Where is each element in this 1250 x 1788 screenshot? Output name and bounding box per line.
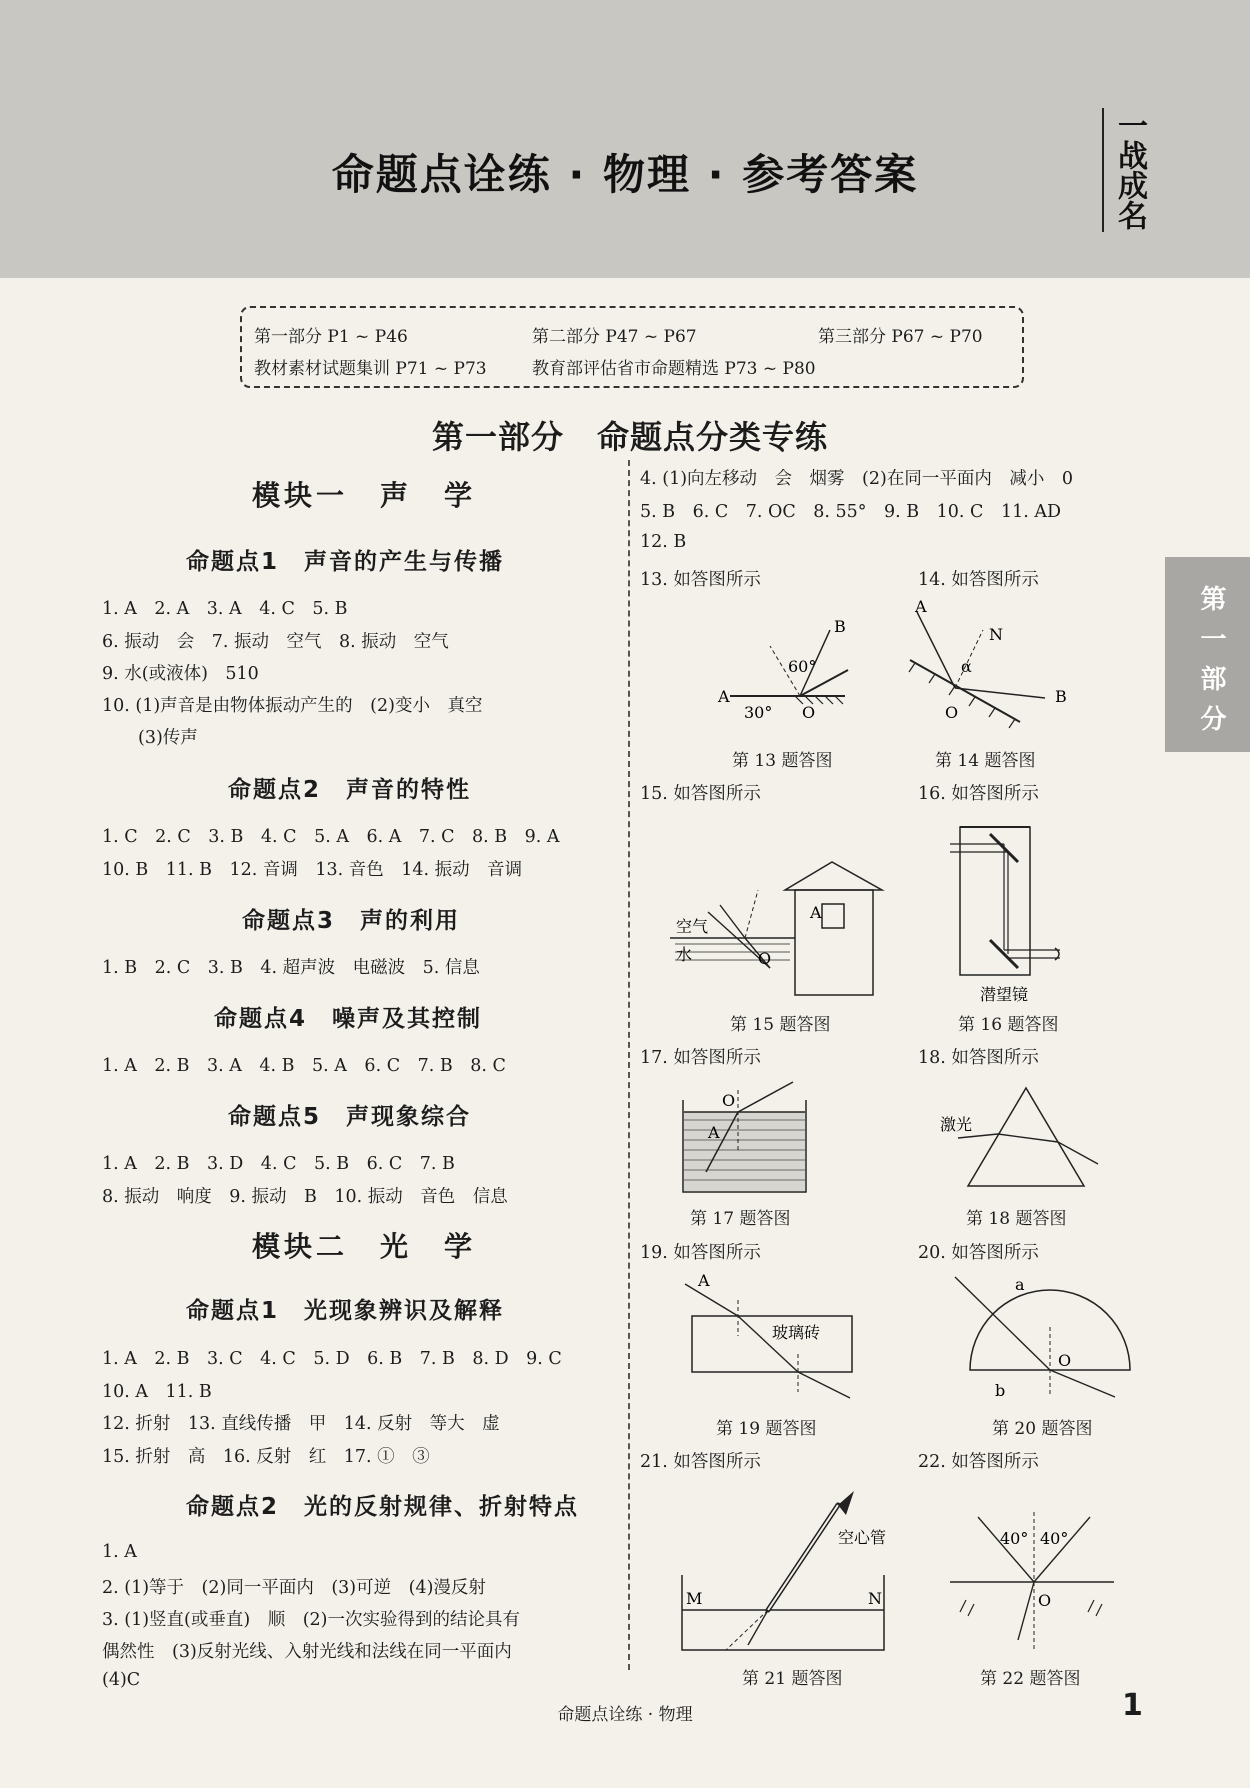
question-label: 15. 如答图所示	[640, 784, 761, 804]
answer-line: 10. A 11. B	[102, 1382, 212, 1402]
angle-40-right: 40°	[1040, 1529, 1069, 1548]
angle-60: 60°	[788, 657, 817, 676]
answer-line: 12. 折射 13. 直线传播 甲 14. 反射 等大 虚	[102, 1414, 500, 1434]
part-title: 第一部分 命题点分类专练	[431, 418, 828, 456]
label-periscope: 潜望镜	[980, 985, 1029, 1004]
label-O: O	[802, 703, 816, 722]
figure-caption: 第 20 题答图	[992, 1419, 1093, 1439]
question-label: 19. 如答图所示	[640, 1243, 761, 1263]
column-divider	[628, 460, 630, 1670]
answer-line: 1. C 2. C 3. B 4. C 5. A 6. A 7. C 8. B 9. A	[102, 827, 560, 847]
label-N: N	[868, 1589, 882, 1608]
figure-caption: 第 21 题答图	[742, 1669, 843, 1689]
label-O: O	[758, 949, 772, 968]
question-label: 14. 如答图所示	[918, 570, 1039, 590]
toc-item: 教育部评估省市命题精选 P73 ~ P80	[532, 359, 816, 379]
label-a: a	[1015, 1275, 1025, 1294]
question-label: 18. 如答图所示	[918, 1048, 1039, 1068]
answer-line: 10. B 11. B 12. 音调 13. 音色 14. 振动 音调	[102, 860, 523, 880]
side-tab	[1165, 557, 1250, 752]
label-O: O	[722, 1091, 736, 1110]
toc-item: 第二部分 P47 ~ P67	[532, 327, 697, 347]
answer-line: 偶然性 (3)反射光线、入射光线和法线在同一平面内	[102, 1642, 512, 1662]
figure-19	[680, 1270, 860, 1405]
answer-line: 8. 振动 响度 9. 振动 B 10. 振动 音色 信息	[102, 1187, 508, 1207]
answer-line: 5. B 6. C 7. OC 8. 55° 9. B 10. C 11. AD	[640, 502, 1062, 522]
figure-20	[955, 1272, 1135, 1402]
label-A: A	[718, 687, 730, 706]
figure-caption: 第 16 题答图	[958, 1015, 1059, 1035]
figure-caption: 第 19 题答图	[716, 1419, 817, 1439]
section-heading: 命题点2 光的反射规律、折射特点	[186, 1494, 580, 1520]
label-b: b	[995, 1381, 1006, 1400]
angle-30: 30°	[744, 703, 773, 722]
module-heading: 模块一 声 学	[252, 479, 477, 512]
answer-line: 2. (1)等于 (2)同一平面内 (3)可逆 (4)漫反射	[102, 1578, 486, 1598]
page-title: 命题点诠练 · 物理 · 参考答案	[331, 150, 919, 199]
label-tube: 空心管	[838, 1528, 887, 1547]
toc-item: 第三部分 P67 ~ P70	[818, 327, 983, 347]
figure-caption: 第 14 题答图	[935, 751, 1036, 771]
answer-line: 1. A	[102, 1542, 137, 1562]
answer-line: 1. A 2. B 3. C 4. C 5. D 6. B 7. B 8. D 9. C	[102, 1349, 562, 1369]
section-heading: 命题点3 声的利用	[242, 908, 461, 934]
section-heading: 命题点1 声音的产生与传播	[186, 549, 505, 575]
label-laser: 激光	[940, 1115, 973, 1134]
figure-caption: 第 18 题答图	[966, 1209, 1067, 1229]
question-label: 21. 如答图所示	[640, 1452, 761, 1472]
toc-box	[240, 306, 1024, 388]
answer-line: 9. 水(或液体) 510	[102, 664, 259, 684]
answer-line: (4)C	[102, 1670, 141, 1690]
figure-caption: 第 15 题答图	[730, 1015, 831, 1035]
label-A: A	[915, 597, 927, 616]
answer-line: 3. (1)竖直(或垂直) 顺 (2)一次实验得到的结论具有	[102, 1610, 520, 1630]
figure-14	[905, 597, 1075, 730]
footer-text: 命题点诠练 · 物理	[557, 1705, 693, 1725]
label-glass: 玻璃砖	[772, 1323, 821, 1342]
figure-18	[938, 1086, 1108, 1196]
toc-item: 第一部分 P1 ~ P46	[254, 327, 408, 347]
label-M: M	[686, 1589, 703, 1608]
answer-line: 1. A 2. B 3. A 4. B 5. A 6. C 7. B 8. C	[102, 1056, 506, 1076]
figure-caption: 第 13 题答图	[732, 751, 833, 771]
brand-logo: 一战成名	[1102, 108, 1154, 232]
label-A: A	[810, 903, 822, 922]
answer-line: (3)传声	[138, 728, 198, 748]
answer-line: 12. B	[640, 532, 687, 552]
angle-40-left: 40°	[1000, 1529, 1029, 1548]
question-label: 13. 如答图所示	[640, 570, 761, 590]
question-label: 17. 如答图所示	[640, 1048, 761, 1068]
question-label: 20. 如答图所示	[918, 1243, 1039, 1263]
figure-17	[678, 1080, 818, 1200]
answer-line: 4. (1)向左移动 会 烟雾 (2)在同一平面内 减小 0	[640, 469, 1073, 489]
label-A: A	[698, 1271, 710, 1290]
question-label: 16. 如答图所示	[918, 784, 1039, 804]
toc-item: 教材素材试题集训 P71 ~ P73	[254, 359, 487, 379]
section-heading: 命题点4 噪声及其控制	[214, 1006, 483, 1032]
label-B: B	[1055, 687, 1067, 706]
section-heading: 命题点5 声现象综合	[228, 1104, 472, 1130]
answer-line: 15. 折射 高 16. 反射 红 17. ① ③	[102, 1447, 430, 1467]
figure-15	[670, 860, 890, 1000]
figure-22	[948, 1512, 1118, 1652]
answer-line: 1. B 2. C 3. B 4. 超声波 电磁波 5. 信息	[102, 958, 480, 978]
question-label: 22. 如答图所示	[918, 1452, 1039, 1472]
module-heading: 模块二 光 学	[252, 1230, 477, 1263]
section-heading: 命题点1 光现象辨识及解释	[186, 1298, 505, 1324]
side-tab-label: 第一部分	[1196, 585, 1226, 745]
figure-caption: 第 22 题答图	[980, 1669, 1081, 1689]
section-heading: 命题点2 声音的特性	[228, 777, 472, 803]
label-air: 空气	[676, 917, 709, 936]
figure-21	[678, 1485, 888, 1655]
answer-line: 10. (1)声音是由物体振动产生的 (2)变小 真空	[102, 696, 483, 716]
answer-line: 1. A 2. A 3. A 4. C 5. B	[102, 599, 348, 619]
label-A: A	[708, 1123, 720, 1142]
label-alpha: α	[961, 657, 972, 676]
label-B: B	[834, 617, 846, 636]
label-O: O	[1058, 1351, 1072, 1370]
answer-line: 1. A 2. B 3. D 4. C 5. B 6. C 7. B	[102, 1154, 455, 1174]
label-O: O	[945, 703, 959, 722]
page-number: 1	[1122, 1688, 1143, 1723]
answer-line: 6. 振动 会 7. 振动 空气 8. 振动 空气	[102, 632, 449, 652]
header-band	[0, 0, 1250, 278]
figure-caption: 第 17 题答图	[690, 1209, 791, 1229]
figure-13	[710, 610, 860, 730]
figure-16	[950, 822, 1080, 1007]
label-water: 水	[676, 945, 693, 964]
label-N: N	[989, 625, 1003, 644]
label-O: O	[1038, 1591, 1052, 1610]
